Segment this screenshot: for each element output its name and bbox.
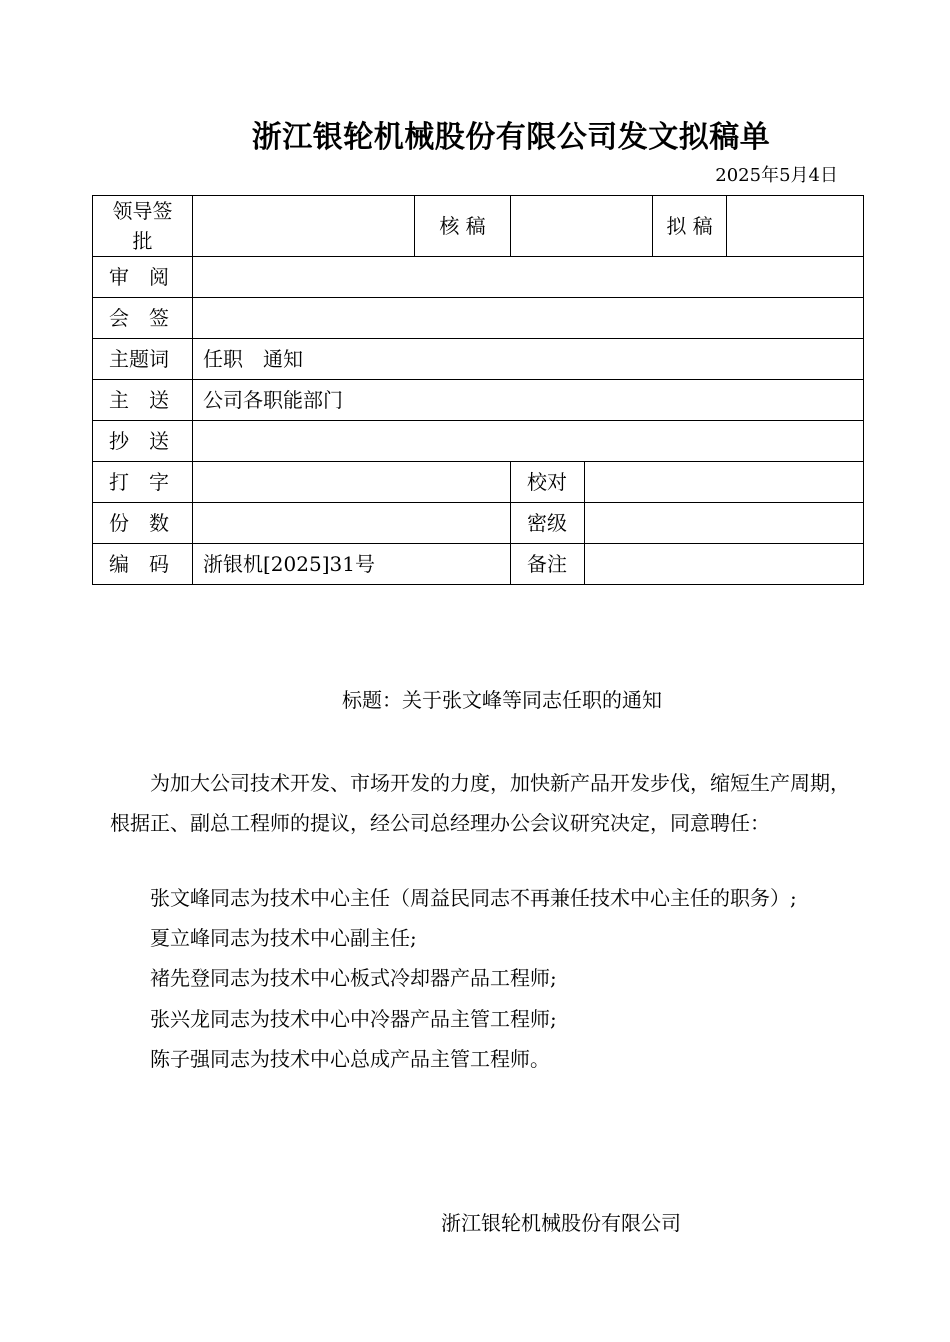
- remark-label: 备注: [511, 544, 585, 585]
- appointment-item: 张兴龙同志为技术中心中冷器产品主管工程师;: [150, 1007, 557, 1031]
- draft-form-table: [92, 195, 864, 585]
- appointment-item: 陈子强同志为技术中心总成产品主管工程师。: [150, 1047, 550, 1071]
- secret-field[interactable]: [585, 503, 864, 544]
- row-countersign: [93, 298, 864, 339]
- countersign-field[interactable]: [193, 298, 864, 339]
- review-draft-field[interactable]: [511, 196, 653, 257]
- leader-sign-field[interactable]: [193, 196, 415, 257]
- cc-label: 抄 送: [93, 421, 193, 462]
- appointment-item: 褚先登同志为技术中心板式冷却器产品工程师;: [150, 966, 557, 990]
- row-send-to: [93, 380, 864, 421]
- copies-field[interactable]: [193, 503, 511, 544]
- body-intro: 为加大公司技术开发、市场开发的力度，加快新产品开发步伐，缩短生产周期，根据正、副总工程师的提议，经公司总经理办公会议研究决定，同意聘任：: [110, 771, 850, 835]
- typing-label: 打 字: [93, 462, 193, 503]
- draft-field[interactable]: [727, 196, 864, 257]
- keywords-value[interactable]: 任职 通知: [193, 339, 864, 380]
- proofread-field[interactable]: [585, 462, 864, 503]
- review-draft-label: 核 稿: [415, 196, 511, 257]
- notice-subject: 标题：关于张文峰等同志任职的通知: [342, 688, 662, 712]
- keywords-label: 主题词: [93, 339, 193, 380]
- leader-sign-label: 领导签批: [93, 196, 193, 257]
- proofread-label: 校对: [511, 462, 585, 503]
- send-to-label: 主 送: [93, 380, 193, 421]
- read-field[interactable]: [193, 257, 864, 298]
- company-signature: 浙江银轮机械股份有限公司: [441, 1211, 681, 1235]
- send-to-value[interactable]: 公司各职能部门: [193, 380, 864, 421]
- document-date: 2025年5月4日: [715, 165, 838, 186]
- secret-label: 密级: [511, 503, 585, 544]
- row-leader-sign: [93, 196, 864, 257]
- copies-label: 份 数: [93, 503, 193, 544]
- cc-value[interactable]: [193, 421, 864, 462]
- appointment-item: 夏立峰同志为技术中心副主任;: [150, 926, 417, 950]
- draft-label: 拟 稿: [653, 196, 727, 257]
- code-value[interactable]: 浙银机[2025]31号: [193, 544, 511, 585]
- remark-field[interactable]: [585, 544, 864, 585]
- row-cc: [93, 421, 864, 462]
- row-code: [93, 544, 864, 585]
- row-read: [93, 257, 864, 298]
- appointment-item: 张文峰同志为技术中心主任（周益民同志不再兼任技术中心主任的职务）;: [150, 886, 797, 910]
- row-keywords: [93, 339, 864, 380]
- read-label: 审 阅: [93, 257, 193, 298]
- row-copies: [93, 503, 864, 544]
- typing-field[interactable]: [193, 462, 511, 503]
- row-typing: [93, 462, 864, 503]
- code-label: 编 码: [93, 544, 193, 585]
- countersign-label: 会 签: [93, 298, 193, 339]
- document-title: 浙江银轮机械股份有限公司发文拟稿单: [251, 120, 771, 155]
